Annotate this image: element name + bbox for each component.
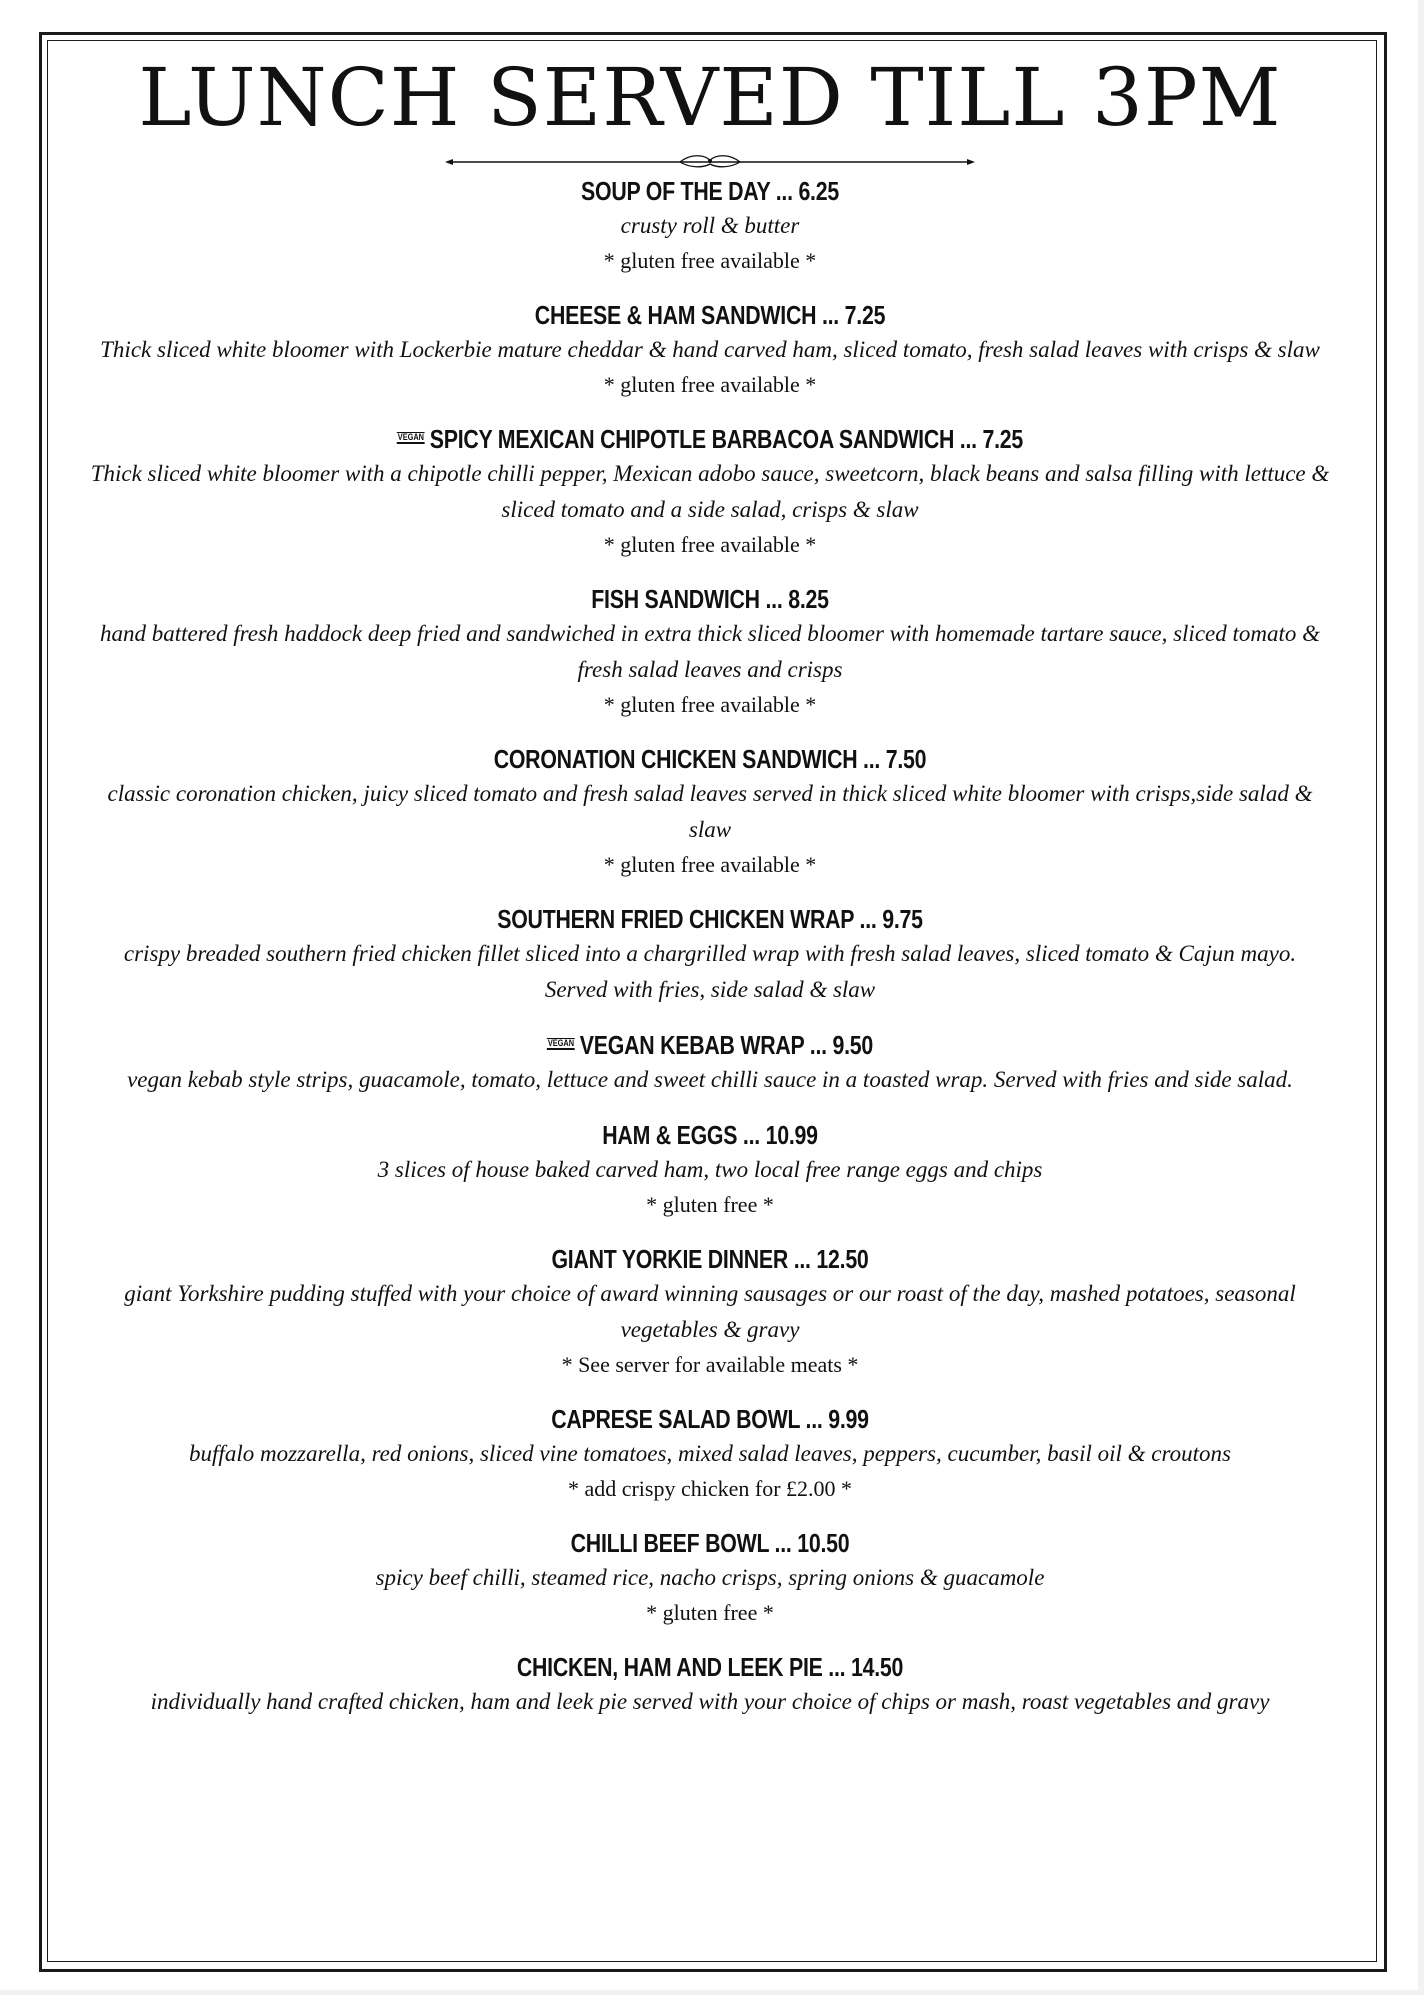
- menu-items: [60, 174, 1360, 1720]
- menu-item-description: Thick sliced white bloomer with Lockerbie mature cheddar & hand carved ham, sliced tomato, fresh salad leaves with crisps & slaw: [100, 337, 1320, 362]
- menu-item: [60, 1242, 1360, 1382]
- menu-item-name: [177, 902, 1243, 936]
- menu-item-name: [177, 1526, 1243, 1560]
- menu-item-title: SPICY MEXICAN CHIPOTLE BARBACOA SANDWICH ... 7.25: [429, 424, 1024, 454]
- menu-item-note: * add crispy chicken for £2.00 *: [567, 1476, 853, 1501]
- menu-item-name: [177, 174, 1243, 208]
- menu-item-name: [177, 742, 1243, 776]
- menu-item: [60, 298, 1360, 402]
- menu-item: [60, 1526, 1360, 1630]
- menu-item-description: classic coronation chicken, juicy sliced tomato and fresh salad leaves served in thick sliced white bloomer with crisps,side salad & slaw: [107, 781, 1313, 842]
- menu-item: [60, 1402, 1360, 1506]
- menu-item-name: [177, 1242, 1243, 1276]
- menu-item-name: [177, 298, 1243, 332]
- menu-item-title: VEGAN KEBAB WRAP ... 9.50: [579, 1030, 874, 1060]
- menu-item: [60, 1650, 1360, 1720]
- menu-item-note: * gluten free *: [646, 1600, 774, 1625]
- menu-item-title: FISH SANDWICH ... 8.25: [591, 584, 829, 614]
- menu-item: [60, 1028, 1360, 1098]
- menu-item-name: [177, 422, 1243, 456]
- menu-item-title: CHEESE & HAM SANDWICH ... 7.25: [534, 300, 886, 330]
- menu-item-name: [177, 1028, 1243, 1062]
- menu-item-title: HAM & EGGS ... 10.99: [602, 1120, 818, 1150]
- menu-item-title: CHICKEN, HAM AND LEEK PIE ... 14.50: [516, 1652, 904, 1682]
- menu-item-description: Thick sliced white bloomer with a chipotle chilli pepper, Mexican adobo sauce, sweetcorn, black beans and salsa filling with lettuce & sliced tomato and a side salad, crisps & slaw: [90, 461, 1330, 522]
- menu-item-name: [177, 1402, 1243, 1436]
- menu-item: [60, 582, 1360, 722]
- menu-item-description: giant Yorkshire pudding stuffed with your choice of award winning sausages or our roast of the day, mashed potatoes, seasonal vegetables & gravy: [124, 1281, 1296, 1342]
- menu-item-note: * gluten free *: [646, 1192, 774, 1217]
- menu-item-description: vegan kebab style strips, guacamole, tomato, lettuce and sweet chilli sauce in a toasted wrap. Served with fries and side salad.: [127, 1067, 1293, 1092]
- menu-item-description: 3 slices of house baked carved ham, two local free range eggs and chips: [377, 1157, 1043, 1182]
- menu-item-title: SOUTHERN FRIED CHICKEN WRAP ... 9.75: [497, 904, 923, 934]
- menu-item-note: * See server for available meats *: [561, 1352, 859, 1377]
- menu-item-name: [177, 1650, 1243, 1684]
- menu-item-note: * gluten free available *: [603, 852, 817, 877]
- menu-item: [60, 174, 1360, 278]
- menu-item-description: individually hand crafted chicken, ham and leek pie served with your choice of chips or mash, roast vegetables and gravy: [150, 1689, 1270, 1714]
- menu-content: [60, 50, 1360, 1740]
- menu-item-description: buffalo mozzarella, red onions, sliced vine tomatoes, mixed salad leaves, peppers, cucumber, basil oil & croutons: [189, 1441, 1231, 1466]
- page-title: LUNCH SERVED TILL 3PM: [138, 51, 1282, 144]
- menu-item: [60, 1118, 1360, 1222]
- ornamental-divider: [445, 154, 975, 170]
- menu-item-title: SOUP OF THE DAY ... 6.25: [581, 176, 839, 206]
- menu-item-note: * gluten free available *: [603, 692, 817, 717]
- menu-item: [60, 902, 1360, 1008]
- menu-item-note: * gluten free available *: [603, 532, 817, 557]
- menu-item: [60, 742, 1360, 882]
- menu-item-name: [177, 582, 1243, 616]
- menu-item-description: crispy breaded southern fried chicken fillet sliced into a chargrilled wrap with fresh salad leaves, sliced tomato & Cajun mayo. Served with fries, side salad & slaw: [123, 941, 1297, 1002]
- menu-item-title: CHILLI BEEF BOWL ... 10.50: [570, 1528, 850, 1558]
- menu-item-title: CAPRESE SALAD BOWL ... 9.99: [551, 1404, 869, 1434]
- menu-item-description: hand battered fresh haddock deep fried and sandwiched in extra thick sliced bloomer with homemade tartare sauce, sliced tomato & fresh salad leaves and crisps: [99, 621, 1321, 682]
- menu-item-note: * gluten free available *: [603, 372, 817, 397]
- menu-item: [60, 422, 1360, 562]
- vegan-icon: VEGAN: [397, 432, 425, 443]
- menu-item-title: GIANT YORKIE DINNER ... 12.50: [551, 1244, 869, 1274]
- menu-item-description: crusty roll & butter: [620, 213, 800, 238]
- menu-item-note: * gluten free available *: [603, 248, 817, 273]
- vegan-icon: VEGAN: [547, 1038, 575, 1049]
- menu-item-name: [177, 1118, 1243, 1152]
- menu-item-title: CORONATION CHICKEN SANDWICH ... 7.50: [493, 744, 927, 774]
- menu-item-description: spicy beef chilli, steamed rice, nacho crisps, spring onions & guacamole: [375, 1565, 1045, 1590]
